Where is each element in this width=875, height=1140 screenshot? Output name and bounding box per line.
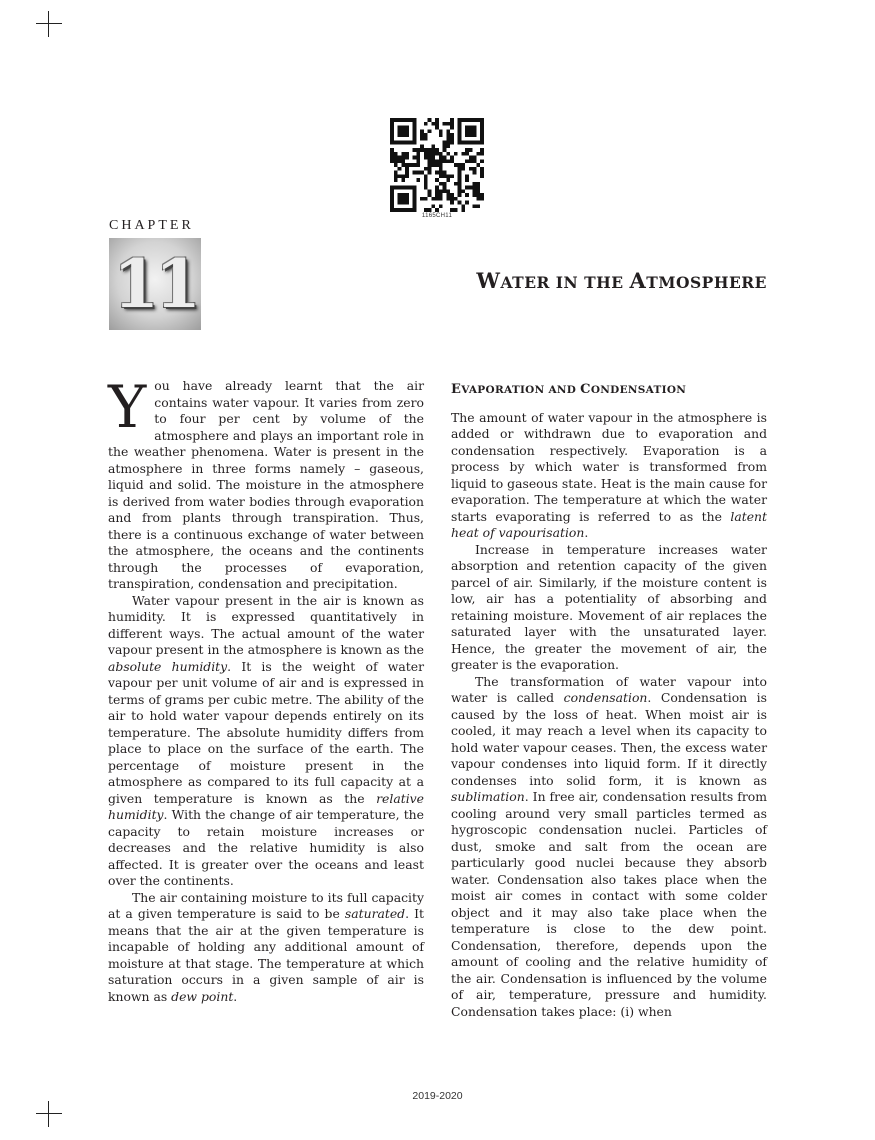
chapter-number: 11 xyxy=(113,245,197,323)
humidity-paragraph: Water vapour present in the air is known as humidity. It is expressed quantitatively in different ways. The actual amount of the water vapour present in the atmosphere is known as the absolute humidity. It is the weight of water vapour per unit volume of air and is expressed in terms of grams per cubic metre. The ability of the air to hold water vapour depends entirely on its temperature. The absolute humidity differs from place to place on the surface of the earth. The percentage of moisture present in the atmosphere as compared to its full capacity at a given temperature is known as the relative humidity. With the change of air temperature, the capacity to retain moisture increases or decreases and the relative humidity is also affected. It is greater over the oceans and least over the continents. xyxy=(108,592,424,888)
section-heading: EVAPORATION AND CONDENSATION xyxy=(451,382,687,397)
chapter-title: WATER IN THE ATMOSPHERE xyxy=(476,268,767,293)
evaporation-paragraph: The amount of water vapour in the atmosphere is added or withdrawn due to evaporation and condensation respectively. Evaporation is a process by which water is transformed from liquid to gaseous state. Heat is the main cause for evaporation. The temperature at which the water starts evaporating is referred to as the latent heat of vapourisation. xyxy=(451,409,767,540)
footer-year: 2019-2020 xyxy=(412,1090,463,1102)
chapter-label: CHAPTER xyxy=(109,218,194,233)
chapter-number-badge xyxy=(109,238,201,330)
temperature-paragraph: Increase in temperature increases water absorption and retention capacity of the given parcel of air. Similarly, if the moisture content is low, air has a potentiality of absorbing and retaining moisture. Movement of air replaces the saturated layer with the unsaturated layer. Hence, the greater the movement of air, the greater is the evaporation. xyxy=(451,541,767,672)
qr-code-label: 1165CH11 xyxy=(421,213,453,219)
left-column xyxy=(108,373,424,1005)
condensation-paragraph: The transformation of water vapour into water is called condensation. Condensation is caused by the loss of heat. When moist air is cooled, it may reach a level when its capacity to hold water vapour ceases. Then, the excess water vapour condenses into liquid form. If it directly condenses into solid form, it is known as sublimation. In free air, condensation results from cooling around very small particles termed as hygroscopic condensation nuclei. Particles of dust, smoke and salt from the ocean are particularly good nuclei because they absorb water. Condensation also takes place when the moist air comes in contact with some colder object and it may also take place when the temperature is close to the dew point. Condensation, therefore, depends upon the amount of cooling and the relative humidity of the air. Condensation is influenced by the volume of air, temperature, pressure and humidity. Condensation takes place: (i) when xyxy=(451,673,767,1019)
saturation-paragraph: The air containing moisture to its full capacity at a given temperature is said to be saturated. It means that the air at the given temperature is incapable of holding any additional amount of moisture at that stage. The temperature at which saturation occurs in a given sample of air is known as dew point. xyxy=(108,889,424,1004)
crop-mark-top-left xyxy=(36,11,62,37)
drop-cap: Y xyxy=(108,373,147,441)
qr-code-icon xyxy=(390,118,484,212)
right-column xyxy=(451,378,767,1020)
intro-paragraph: You have already learnt that the air contains water vapour. It varies from zero to four per cent by volume of the atmosphere and plays an important role in the weather phenomena. Water is present in the atmosphere in three forms namely – gaseous, liquid and solid. The moisture in the atmosphere is derived from water bodies through evaporation and from plants through transpiration. Thus, there is a continuous exchange of water between the atmosphere, the oceans and the continents through the processes of evaporation, transpiration, condensation and precipitation. xyxy=(108,373,424,591)
crop-mark-bottom-left xyxy=(36,1101,62,1127)
